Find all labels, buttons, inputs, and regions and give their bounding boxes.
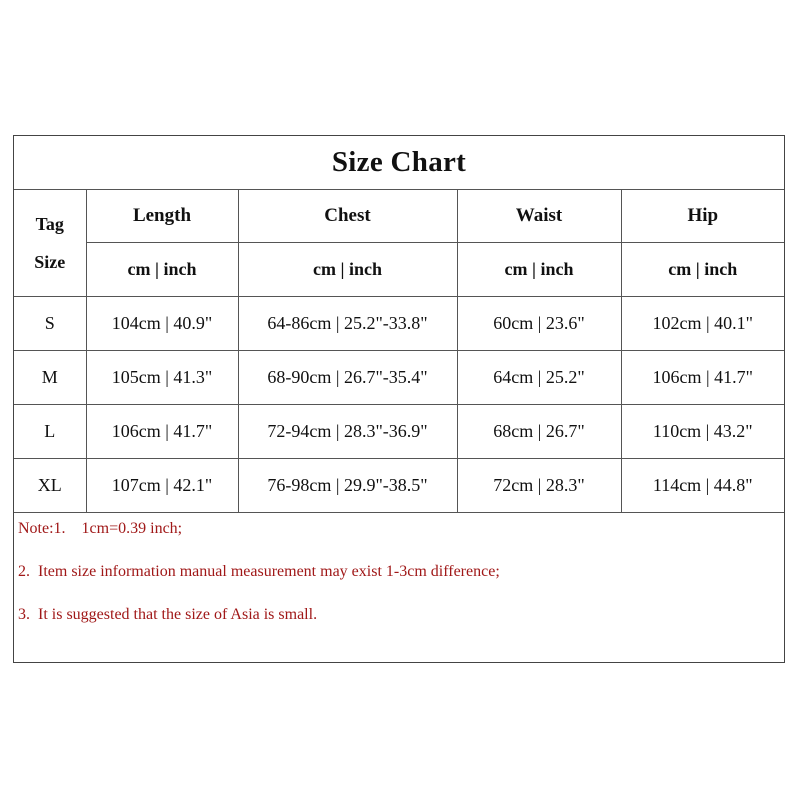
size-cell: L — [14, 405, 86, 459]
note-line-3: 3. It is suggested that the size of Asia is small. — [18, 606, 318, 623]
hip-cell: 106cm | 41.7" — [621, 351, 784, 405]
length-cell: 107cm | 42.1" — [86, 459, 238, 513]
table-row — [14, 351, 784, 405]
tag-size-line2: Size — [34, 252, 66, 272]
note-line-1: Note:1. 1cm=0.39 inch; — [18, 520, 183, 537]
chest-cell: 72-94cm | 28.3"-36.9" — [238, 405, 457, 459]
column-header-chest: Chest — [238, 190, 457, 243]
size-chart — [13, 135, 785, 663]
unit-label-waist: cm | inch — [457, 243, 621, 297]
column-header-length: Length — [86, 190, 238, 243]
column-header-hip: Hip — [621, 190, 784, 243]
table-row — [14, 297, 784, 351]
unit-label-hip: cm | inch — [621, 243, 784, 297]
unit-label-chest: cm | inch — [238, 243, 457, 297]
length-cell: 105cm | 41.3" — [86, 351, 238, 405]
unit-row — [14, 243, 784, 297]
chart-title: Size Chart — [14, 136, 784, 190]
tag-size-line1: Tag — [35, 214, 64, 234]
length-cell: 104cm | 40.9" — [86, 297, 238, 351]
header-row — [14, 190, 784, 243]
waist-cell: 72cm | 28.3" — [457, 459, 621, 513]
size-cell: S — [14, 297, 86, 351]
waist-cell: 64cm | 25.2" — [457, 351, 621, 405]
column-header-waist: Waist — [457, 190, 621, 243]
tag-size-header — [14, 190, 86, 297]
waist-cell: 68cm | 26.7" — [457, 405, 621, 459]
table-row — [14, 459, 784, 513]
hip-cell: 102cm | 40.1" — [621, 297, 784, 351]
table-row — [14, 405, 784, 459]
chest-cell: 64-86cm | 25.2"-33.8" — [238, 297, 457, 351]
unit-label-length: cm | inch — [86, 243, 238, 297]
chest-cell: 68-90cm | 26.7"-35.4" — [238, 351, 457, 405]
size-cell: M — [14, 351, 86, 405]
note-line-2: 2. Item size information manual measurement may exist 1-3cm difference; — [18, 563, 500, 580]
size-cell: XL — [14, 459, 86, 513]
waist-cell: 60cm | 23.6" — [457, 297, 621, 351]
hip-cell: 114cm | 44.8" — [621, 459, 784, 513]
hip-cell: 110cm | 43.2" — [621, 405, 784, 459]
size-table — [14, 190, 784, 513]
chest-cell: 76-98cm | 29.9"-38.5" — [238, 459, 457, 513]
length-cell: 106cm | 41.7" — [86, 405, 238, 459]
